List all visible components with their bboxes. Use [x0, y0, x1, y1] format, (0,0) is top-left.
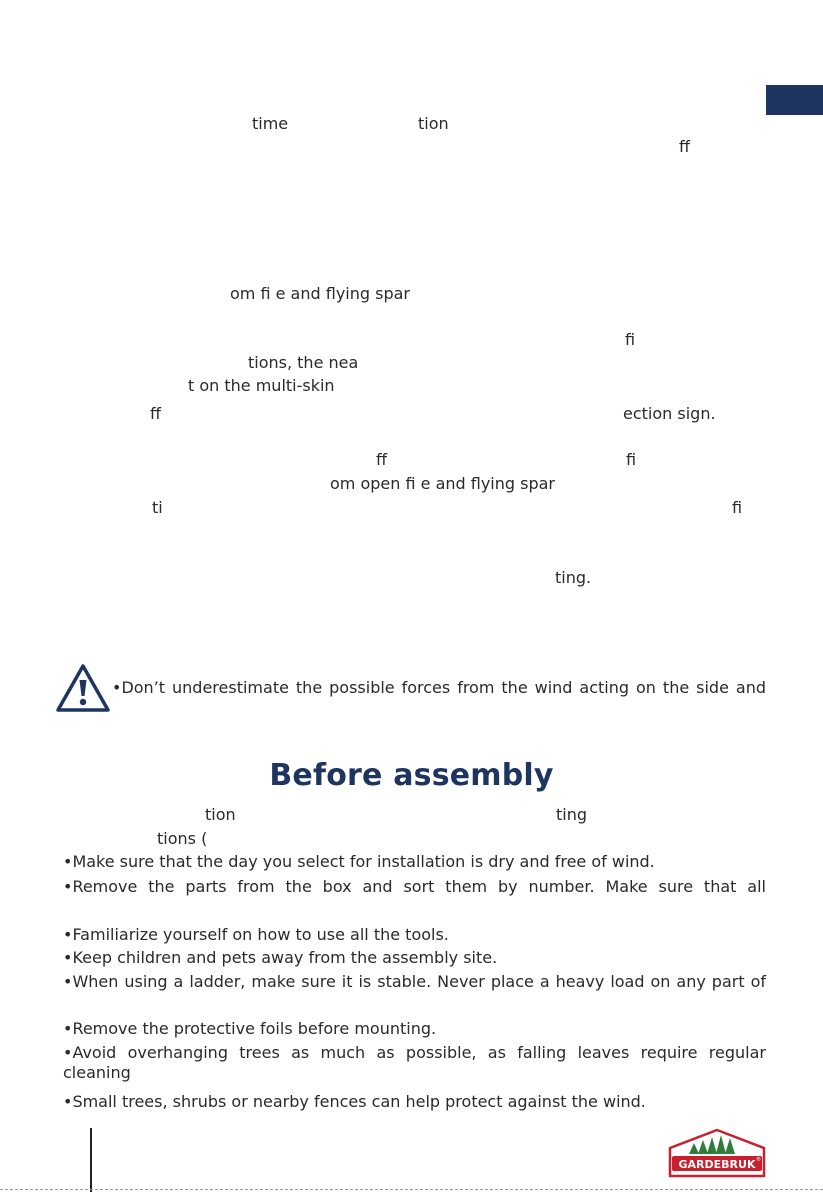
- text-fragment: tion: [205, 805, 236, 824]
- list-item: •Familiarize yourself on how to use all the tools.: [63, 925, 449, 944]
- text-fragment: tions, the nea: [248, 353, 359, 372]
- gardebruk-logo: [668, 1128, 766, 1178]
- text-fragment: fi: [626, 450, 637, 469]
- logo-registered-mark: ®: [756, 1157, 761, 1163]
- page-tab-marker: [766, 85, 823, 115]
- list-item: •Avoid overhanging trees as much as possible, as falling leaves require regular cleaning: [63, 1043, 766, 1082]
- text-fragment: ting.: [555, 568, 592, 587]
- text-fragment: ection sign.: [623, 404, 716, 423]
- text-fragment: om open fi e and flying spar: [330, 474, 556, 493]
- text-fragment: tions (: [157, 829, 208, 848]
- section-heading: Before assembly: [269, 758, 554, 793]
- text-fragment: ff: [376, 450, 388, 469]
- list-item: •Make sure that the day you select for installation is dry and free of wind.: [63, 852, 655, 871]
- text-fragment: ti: [152, 498, 163, 517]
- text-fragment: fi: [625, 330, 636, 349]
- text-fragment: ting: [556, 805, 588, 824]
- wind-warning-text: •Don’t underestimate the possible forces from the wind acting on the side and: [112, 678, 766, 697]
- text-fragment: tion: [418, 114, 449, 133]
- text-fragment: time: [252, 114, 289, 133]
- text-fragment: fi: [732, 498, 743, 517]
- text-fragment: om fi e and flying spar: [230, 284, 410, 303]
- list-item: •Remove the parts from the box and sort them by number. Make sure that all: [63, 877, 766, 896]
- warning-triangle-icon: [55, 662, 111, 714]
- text-fragment: ff: [150, 404, 162, 423]
- text-fragment: ff: [679, 137, 691, 156]
- list-item: •Keep children and pets away from the assembly site.: [63, 948, 498, 967]
- page-margin-line: [90, 1128, 92, 1192]
- page-bottom-border: [0, 1189, 823, 1191]
- list-item: •When using a ladder, make sure it is stable. Never place a heavy load on any part of: [63, 972, 766, 991]
- list-item: •Remove the protective foils before mounting.: [63, 1019, 437, 1038]
- text-fragment: t on the multi-skin: [188, 376, 335, 395]
- logo-text: GARDEBRUK: [678, 1158, 756, 1171]
- list-item: •Small trees, shrubs or nearby fences can help protect against the wind.: [63, 1092, 646, 1111]
